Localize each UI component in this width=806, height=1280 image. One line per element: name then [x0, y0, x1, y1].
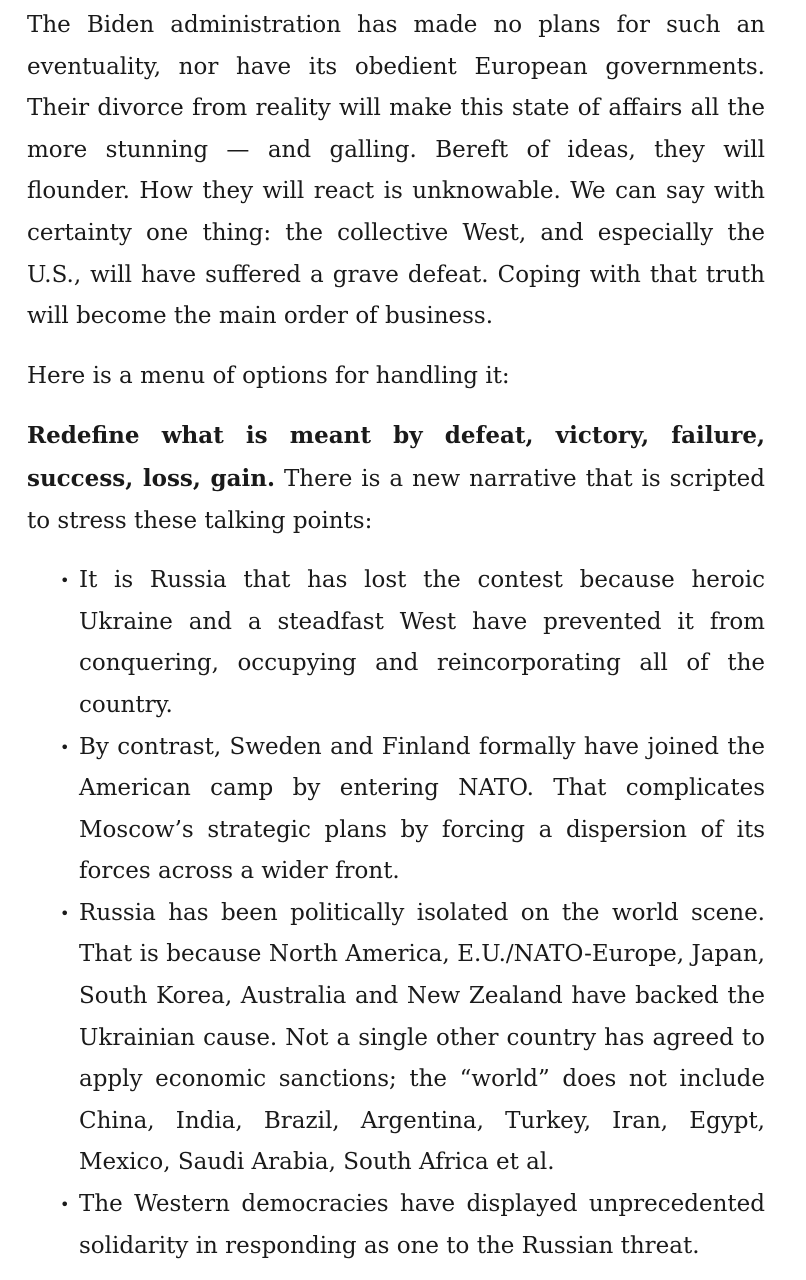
paragraph-intro: The Biden administration has made no plans for such an eventuality, nor have its obedient European governments. Their divorce from reality will make this state of affairs all the more stunning — and galling. Bereft of ideas, they will flounder. How they will react is unknowable. We can say with certainty one thing: the collective West, and especially the U.S., will have suffered a grave defeat. Coping with that truth will become the main order of business.	[27, 12, 765, 330]
list-item-text: Russia has been politically isolated on the world scene. That is because North America, E.U./NATO-Europe, Japan, South Korea, Australia and New Zealand have backed the Ukrainian cause. Not a single other country has agreed to apply economic sanctions; the “world” does not include China, India, Brazil, Argentina, Turkey, Iran, Egypt, Mexico, Saudi Arabia, South Africa et al.	[79, 899, 765, 1176]
list-item-text: It is Russia that has lost the contest because heroic Ukraine and a steadfast West have prevented it from conquering, occupying and reincorporating all of the country.	[79, 567, 765, 718]
list-item	[60, 1184, 765, 1267]
option-text: There is a new narrative that is scripted to stress these talking points:	[27, 465, 766, 534]
option-lead: Redefine what is meant by defeat, victory, failure, success, loss, gain.	[27, 422, 765, 492]
bullet-marker: •	[60, 903, 70, 923]
list-item	[60, 727, 765, 893]
bullet-marker: •	[60, 737, 70, 757]
bullet-marker: •	[60, 1195, 70, 1215]
list-item-text: The Western democracies have displayed unprecedented solidarity in responding as one to the Russian threat.	[79, 1191, 765, 1259]
list-item-text: By contrast, Sweden and Finland formally have joined the American camp by entering NATO. That complicates Moscow’s strategic plans by forcing a dispersion of its forces across a wider front.	[79, 733, 765, 885]
paragraph-option-redefine	[27, 415, 765, 542]
list-item	[60, 893, 765, 1184]
talking-points-list	[27, 560, 765, 1267]
list-item	[60, 560, 765, 726]
bullet-marker: •	[60, 571, 70, 591]
paragraph-menu: Here is a menu of options for handling it:	[27, 362, 510, 389]
